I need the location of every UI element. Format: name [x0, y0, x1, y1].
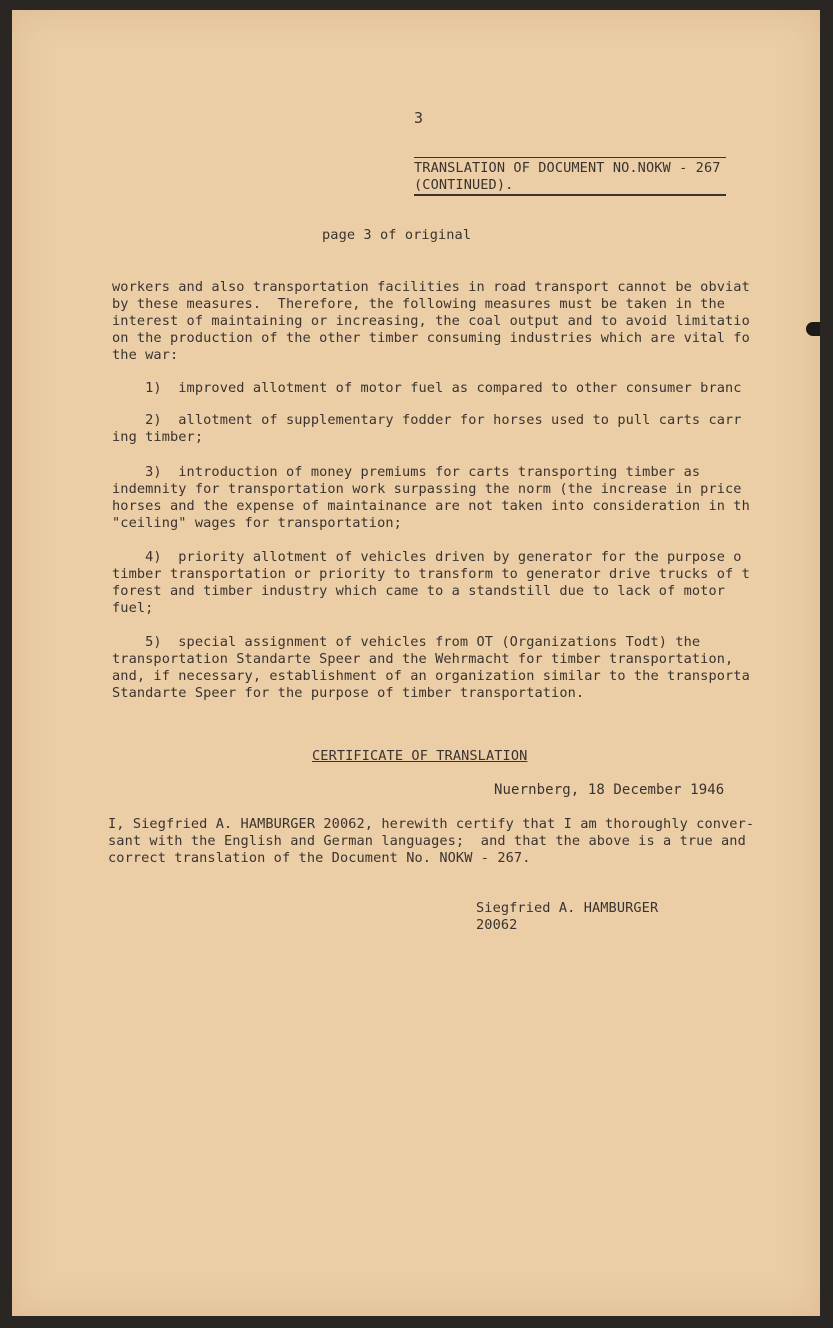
measure-item-4: fuel;	[112, 600, 154, 616]
measure-item-3: indemnity for transportation work surpassing the norm (the increase in price	[112, 481, 742, 497]
measure-item-5: transportation Standarte Speer and the Wehrmacht for timber transportation,	[112, 651, 734, 667]
page-of-original: page 3 of original	[322, 227, 472, 243]
header-rule-top	[414, 157, 726, 158]
certificate-title: CERTIFICATE OF TRANSLATION	[312, 748, 528, 764]
certificate-body-line: I, Siegfried A. HAMBURGER 20062, herewith certify that I am thoroughly conver-	[108, 816, 755, 832]
certificate-body-line: correct translation of the Document No. NOKW - 267.	[108, 850, 531, 866]
intro-line: the war:	[112, 347, 179, 363]
signature-name: Siegfried A. HAMBURGER	[476, 900, 659, 916]
measure-item-1: 1) improved allotment of motor fuel as compared to other consumer branc	[112, 380, 742, 396]
measure-item-3: 3) introduction of money premiums for carts transporting timber as	[112, 464, 701, 480]
header-line-1: TRANSLATION OF DOCUMENT NO.NOKW - 267	[414, 160, 721, 176]
measure-item-4: 4) priority allotment of vehicles driven by generator for the purpose o	[112, 549, 742, 565]
intro-line: by these measures. Therefore, the following measures must be taken in the	[112, 296, 726, 312]
header-rule-bottom	[414, 194, 726, 196]
punch-hole	[806, 322, 820, 336]
measure-item-5: and, if necessary, establishment of an organization similar to the transporta	[112, 668, 750, 684]
measure-item-3: horses and the expense of maintainance are not taken into consideration in th	[112, 498, 750, 514]
measure-item-2: ing timber;	[112, 429, 204, 445]
measure-item-5: 5) special assignment of vehicles from OT (Organizations Todt) the	[112, 634, 701, 650]
signature-number: 20062	[476, 917, 518, 933]
measure-item-5: Standarte Speer for the purpose of timber transportation.	[112, 685, 585, 701]
intro-line: workers and also transportation facilities in road transport cannot be obviat	[112, 279, 750, 295]
intro-line: on the production of the other timber consuming industries which are vital fo	[112, 330, 750, 346]
document-header	[414, 160, 721, 194]
header-line-2: (CONTINUED).	[414, 177, 514, 193]
certificate-date: Nuernberg, 18 December 1946	[494, 782, 725, 798]
measure-item-4: forest and timber industry which came to a standstill due to lack of motor	[112, 583, 726, 599]
certificate-body-line: sant with the English and German languages; and that the above is a true and	[108, 833, 746, 849]
page-number: 3	[414, 109, 424, 127]
measure-item-4: timber transportation or priority to transform to generator drive trucks of t	[112, 566, 750, 582]
intro-line: interest of maintaining or increasing, the coal output and to avoid limitatio	[112, 313, 750, 329]
measure-item-3: "ceiling" wages for transportation;	[112, 515, 402, 531]
measure-item-2: 2) allotment of supplementary fodder for horses used to pull carts carr	[112, 412, 742, 428]
